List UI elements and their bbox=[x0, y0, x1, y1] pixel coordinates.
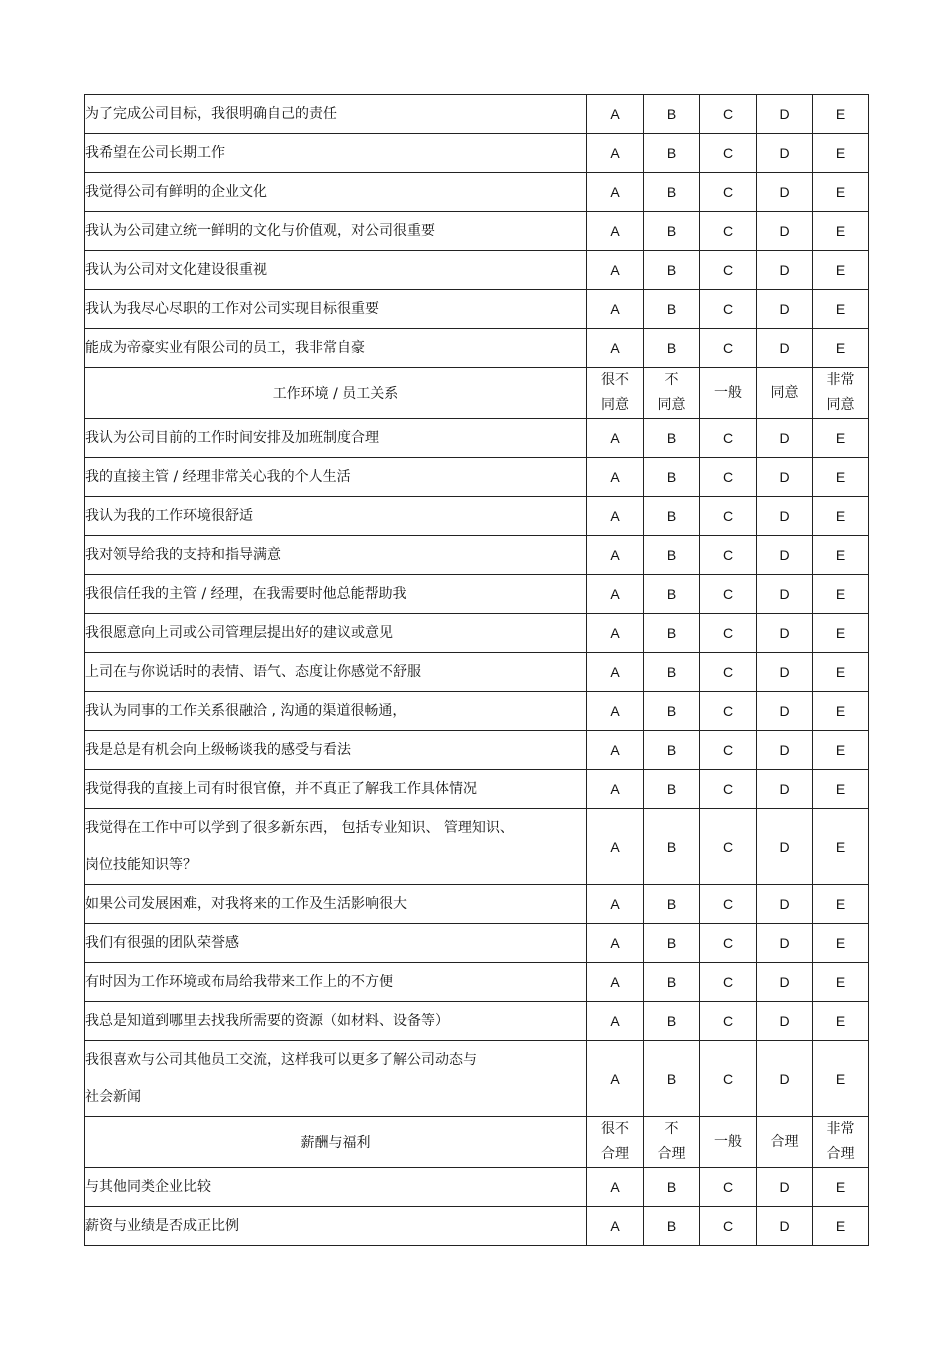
scale-header-line: 很不 bbox=[601, 1121, 629, 1137]
answer-option-c[interactable]: C bbox=[700, 575, 757, 614]
answer-option-b[interactable]: B bbox=[644, 575, 700, 614]
answer-option-a[interactable]: A bbox=[587, 731, 644, 770]
scale-header bbox=[813, 1117, 869, 1168]
question-row bbox=[85, 1207, 869, 1246]
answer-option-a[interactable]: A bbox=[587, 1002, 644, 1041]
answer-option-c[interactable]: C bbox=[700, 290, 757, 329]
question-text: 我认为我的工作环境很舒适 bbox=[85, 497, 587, 536]
answer-option-c[interactable]: C bbox=[700, 134, 757, 173]
question-row bbox=[85, 458, 869, 497]
answer-option-c[interactable]: C bbox=[700, 1168, 757, 1207]
answer-option-c[interactable]: C bbox=[700, 458, 757, 497]
question-row bbox=[85, 770, 869, 809]
answer-option-c[interactable]: C bbox=[700, 809, 757, 885]
question-row bbox=[85, 212, 869, 251]
answer-option-d[interactable]: D bbox=[757, 614, 813, 653]
question-row bbox=[85, 809, 869, 885]
question-row bbox=[85, 1041, 869, 1117]
answer-option-a[interactable]: A bbox=[587, 614, 644, 653]
answer-option-a[interactable]: A bbox=[587, 692, 644, 731]
answer-option-b[interactable]: B bbox=[644, 212, 700, 251]
answer-option-a[interactable]: A bbox=[587, 497, 644, 536]
answer-option-d[interactable]: D bbox=[757, 95, 813, 134]
answer-option-a[interactable]: A bbox=[587, 963, 644, 1002]
scale-header bbox=[700, 1117, 757, 1168]
answer-option-c[interactable]: C bbox=[700, 536, 757, 575]
answer-option-d[interactable]: D bbox=[757, 419, 813, 458]
section-header-row bbox=[85, 368, 869, 419]
answer-option-c[interactable]: C bbox=[700, 924, 757, 963]
answer-option-d[interactable]: D bbox=[757, 1207, 813, 1246]
question-text: 我希望在公司长期工作 bbox=[85, 134, 587, 173]
scale-header-line: 很不 bbox=[601, 372, 629, 388]
scale-header bbox=[644, 1117, 700, 1168]
question-text bbox=[85, 809, 587, 885]
answer-option-d[interactable]: D bbox=[757, 134, 813, 173]
section-header-row bbox=[85, 1117, 869, 1168]
answer-option-d[interactable]: D bbox=[757, 653, 813, 692]
answer-option-c[interactable]: C bbox=[700, 329, 757, 368]
question-row bbox=[85, 731, 869, 770]
answer-option-a[interactable]: A bbox=[587, 419, 644, 458]
scale-header-line: 合理 bbox=[657, 1146, 686, 1162]
answer-option-b[interactable]: B bbox=[644, 134, 700, 173]
answer-option-e[interactable]: E bbox=[813, 924, 869, 963]
answer-option-c[interactable]: C bbox=[700, 885, 757, 924]
question-text bbox=[85, 1041, 587, 1117]
question-text: 我很信任我的主管 / 经理，在我需要时他总能帮助我 bbox=[85, 575, 587, 614]
section-title: 工作环境 / 员工关系 bbox=[85, 368, 587, 419]
question-text: 与其他同类企业比较 bbox=[85, 1168, 587, 1207]
answer-option-a[interactable]: A bbox=[587, 173, 644, 212]
question-text-line: 我觉得在工作中可以学到了很多新东西， 包括专业知识、 管理知识、 bbox=[85, 819, 514, 836]
question-row bbox=[85, 885, 869, 924]
answer-option-b[interactable]: B bbox=[644, 614, 700, 653]
question-text: 我认为公司对文化建设很重视 bbox=[85, 251, 587, 290]
question-text-line: 社会新闻 bbox=[85, 1088, 141, 1105]
answer-option-b[interactable]: B bbox=[644, 924, 700, 963]
answer-option-b[interactable]: B bbox=[644, 963, 700, 1002]
answer-option-b[interactable]: B bbox=[644, 497, 700, 536]
answer-option-a[interactable]: A bbox=[587, 95, 644, 134]
answer-option-b[interactable]: B bbox=[644, 653, 700, 692]
question-text: 我认为同事的工作关系很融洽 , 沟通的渠道很畅通， bbox=[85, 692, 587, 731]
answer-option-a[interactable]: A bbox=[587, 575, 644, 614]
answer-option-b[interactable]: B bbox=[644, 536, 700, 575]
scale-header-line: 不 bbox=[664, 1121, 679, 1137]
answer-option-a[interactable]: A bbox=[587, 536, 644, 575]
answer-option-e[interactable]: E bbox=[813, 1041, 869, 1117]
answer-option-d[interactable]: D bbox=[757, 251, 813, 290]
answer-option-d[interactable]: D bbox=[757, 575, 813, 614]
answer-option-d[interactable]: D bbox=[757, 809, 813, 885]
answer-option-a[interactable]: A bbox=[587, 1207, 644, 1246]
answer-option-e[interactable]: E bbox=[813, 809, 869, 885]
answer-option-e[interactable]: E bbox=[813, 653, 869, 692]
answer-option-e[interactable]: E bbox=[813, 251, 869, 290]
scale-header-line: 同意 bbox=[826, 397, 855, 413]
answer-option-c[interactable]: C bbox=[700, 692, 757, 731]
scale-header-line: 非常 bbox=[826, 1121, 855, 1137]
question-text: 能成为帝豪实业有限公司的员工，我非常自豪 bbox=[85, 329, 587, 368]
question-text: 为了完成公司目标，我很明确自己的责任 bbox=[85, 95, 587, 134]
answer-option-e[interactable]: E bbox=[813, 290, 869, 329]
answer-option-a[interactable]: A bbox=[587, 809, 644, 885]
scale-header bbox=[757, 368, 813, 419]
question-row bbox=[85, 1002, 869, 1041]
answer-option-c[interactable]: C bbox=[700, 95, 757, 134]
answer-option-d[interactable]: D bbox=[757, 173, 813, 212]
answer-option-a[interactable]: A bbox=[587, 212, 644, 251]
question-row bbox=[85, 134, 869, 173]
answer-option-a[interactable]: A bbox=[587, 770, 644, 809]
answer-option-a[interactable]: A bbox=[587, 134, 644, 173]
answer-option-b[interactable]: B bbox=[644, 731, 700, 770]
answer-option-e[interactable]: E bbox=[813, 173, 869, 212]
scale-header bbox=[813, 368, 869, 419]
answer-option-b[interactable]: B bbox=[644, 1168, 700, 1207]
answer-option-b[interactable]: B bbox=[644, 1041, 700, 1117]
question-row bbox=[85, 497, 869, 536]
answer-option-d[interactable]: D bbox=[757, 1168, 813, 1207]
answer-option-b[interactable]: B bbox=[644, 1002, 700, 1041]
answer-option-e[interactable]: E bbox=[813, 1168, 869, 1207]
scale-header bbox=[757, 1117, 813, 1168]
scale-header-line: 合理 bbox=[826, 1146, 855, 1162]
answer-option-b[interactable]: B bbox=[644, 809, 700, 885]
answer-option-e[interactable]: E bbox=[813, 692, 869, 731]
scale-header-line: 同意 bbox=[657, 397, 686, 413]
answer-option-e[interactable]: E bbox=[813, 458, 869, 497]
answer-option-d[interactable]: D bbox=[757, 329, 813, 368]
question-text: 我认为我尽心尽职的工作对公司实现目标很重要 bbox=[85, 290, 587, 329]
scale-header bbox=[644, 368, 700, 419]
question-text: 我认为公司目前的工作时间安排及加班制度合理 bbox=[85, 419, 587, 458]
answer-option-e[interactable]: E bbox=[813, 963, 869, 1002]
answer-option-c[interactable]: C bbox=[700, 1041, 757, 1117]
question-row bbox=[85, 251, 869, 290]
answer-option-b[interactable]: B bbox=[644, 770, 700, 809]
section-title: 薪酬与福利 bbox=[85, 1117, 587, 1168]
answer-option-d[interactable]: D bbox=[757, 290, 813, 329]
answer-option-d[interactable]: D bbox=[757, 1041, 813, 1117]
question-row bbox=[85, 963, 869, 1002]
answer-option-d[interactable]: D bbox=[757, 731, 813, 770]
question-text: 我是总是有机会向上级畅谈我的感受与看法 bbox=[85, 731, 587, 770]
question-text: 有时因为工作环境或布局给我带来工作上的不方便 bbox=[85, 963, 587, 1002]
answer-option-d[interactable]: D bbox=[757, 924, 813, 963]
question-row bbox=[85, 419, 869, 458]
scale-header bbox=[587, 1117, 644, 1168]
answer-option-a[interactable]: A bbox=[587, 290, 644, 329]
question-text: 我对领导给我的支持和指导满意 bbox=[85, 536, 587, 575]
answer-option-b[interactable]: B bbox=[644, 1207, 700, 1246]
answer-option-c[interactable]: C bbox=[700, 963, 757, 1002]
answer-option-e[interactable]: E bbox=[813, 1207, 869, 1246]
answer-option-b[interactable]: B bbox=[644, 692, 700, 731]
scale-header-line: 同意 bbox=[601, 397, 629, 413]
question-row bbox=[85, 924, 869, 963]
survey-body bbox=[85, 95, 869, 1246]
scale-header-line: 不 bbox=[664, 372, 679, 388]
answer-option-e[interactable]: E bbox=[813, 134, 869, 173]
question-text: 我总是知道到哪里去找我所需要的资源（如材料、设备等） bbox=[85, 1002, 587, 1041]
question-row bbox=[85, 653, 869, 692]
answer-option-e[interactable]: E bbox=[813, 329, 869, 368]
scale-header-line: 同意 bbox=[770, 384, 799, 401]
question-text: 上司在与你说话时的表情、语气、态度让你感觉不舒服 bbox=[85, 653, 587, 692]
survey-table bbox=[84, 94, 869, 1246]
scale-header bbox=[700, 368, 757, 419]
answer-option-a[interactable]: A bbox=[587, 653, 644, 692]
question-text-line: 岗位技能知识等？ bbox=[85, 856, 197, 873]
answer-option-a[interactable]: A bbox=[587, 924, 644, 963]
answer-option-c[interactable]: C bbox=[700, 212, 757, 251]
question-text: 我很愿意向上司或公司管理层提出好的建议或意见 bbox=[85, 614, 587, 653]
answer-option-d[interactable]: D bbox=[757, 212, 813, 251]
answer-option-c[interactable]: C bbox=[700, 731, 757, 770]
answer-option-c[interactable]: C bbox=[700, 653, 757, 692]
question-row bbox=[85, 575, 869, 614]
question-text: 如果公司发展困难，对我将来的工作及生活影响很大 bbox=[85, 885, 587, 924]
answer-option-b[interactable]: B bbox=[644, 173, 700, 212]
question-text: 我们有很强的团队荣誉感 bbox=[85, 924, 587, 963]
answer-option-e[interactable]: E bbox=[813, 1002, 869, 1041]
question-text: 我认为公司建立统一鲜明的文化与价值观，对公司很重要 bbox=[85, 212, 587, 251]
answer-option-c[interactable]: C bbox=[700, 1207, 757, 1246]
scale-header-line: 合理 bbox=[601, 1146, 629, 1162]
question-text-line: 我很喜欢与公司其他员工交流，这样我可以更多了解公司动态与 bbox=[85, 1051, 477, 1068]
answer-option-a[interactable]: A bbox=[587, 1168, 644, 1207]
question-row bbox=[85, 290, 869, 329]
question-row bbox=[85, 614, 869, 653]
answer-option-c[interactable]: C bbox=[700, 251, 757, 290]
answer-option-a[interactable]: A bbox=[587, 1041, 644, 1117]
answer-option-e[interactable]: E bbox=[813, 575, 869, 614]
answer-option-c[interactable]: C bbox=[700, 614, 757, 653]
answer-option-d[interactable]: D bbox=[757, 770, 813, 809]
answer-option-c[interactable]: C bbox=[700, 419, 757, 458]
answer-option-d[interactable]: D bbox=[757, 536, 813, 575]
answer-option-b[interactable]: B bbox=[644, 290, 700, 329]
answer-option-e[interactable]: E bbox=[813, 731, 869, 770]
question-row bbox=[85, 95, 869, 134]
answer-option-b[interactable]: B bbox=[644, 885, 700, 924]
answer-option-c[interactable]: C bbox=[700, 173, 757, 212]
answer-option-e[interactable]: E bbox=[813, 212, 869, 251]
answer-option-d[interactable]: D bbox=[757, 1002, 813, 1041]
scale-header bbox=[587, 368, 644, 419]
answer-option-e[interactable]: E bbox=[813, 614, 869, 653]
question-text: 薪资与业绩是否成正比例 bbox=[85, 1207, 587, 1246]
answer-option-e[interactable]: E bbox=[813, 497, 869, 536]
answer-option-d[interactable]: D bbox=[757, 497, 813, 536]
answer-option-b[interactable]: B bbox=[644, 95, 700, 134]
question-text: 我觉得我的直接上司有时很官僚，并不真正了解我工作具体情况 bbox=[85, 770, 587, 809]
question-text: 我觉得公司有鲜明的企业文化 bbox=[85, 173, 587, 212]
answer-option-a[interactable]: A bbox=[587, 458, 644, 497]
answer-option-e[interactable]: E bbox=[813, 770, 869, 809]
scale-header-line: 一般 bbox=[714, 1133, 742, 1150]
answer-option-b[interactable]: B bbox=[644, 329, 700, 368]
answer-option-a[interactable]: A bbox=[587, 885, 644, 924]
answer-option-d[interactable]: D bbox=[757, 963, 813, 1002]
answer-option-b[interactable]: B bbox=[644, 251, 700, 290]
answer-option-a[interactable]: A bbox=[587, 251, 644, 290]
answer-option-e[interactable]: E bbox=[813, 95, 869, 134]
scale-header-line: 非常 bbox=[826, 372, 855, 388]
answer-option-c[interactable]: C bbox=[700, 770, 757, 809]
question-text: 我的直接主管 / 经理非常关心我的个人生活 bbox=[85, 458, 587, 497]
answer-option-b[interactable]: B bbox=[644, 419, 700, 458]
scale-header-line: 一般 bbox=[714, 384, 742, 401]
answer-option-e[interactable]: E bbox=[813, 419, 869, 458]
answer-option-b[interactable]: B bbox=[644, 458, 700, 497]
question-row bbox=[85, 173, 869, 212]
answer-option-e[interactable]: E bbox=[813, 536, 869, 575]
answer-option-c[interactable]: C bbox=[700, 1002, 757, 1041]
answer-option-a[interactable]: A bbox=[587, 329, 644, 368]
question-row bbox=[85, 692, 869, 731]
question-row bbox=[85, 1168, 869, 1207]
question-row bbox=[85, 536, 869, 575]
answer-option-d[interactable]: D bbox=[757, 885, 813, 924]
answer-option-d[interactable]: D bbox=[757, 458, 813, 497]
question-row bbox=[85, 329, 869, 368]
answer-option-c[interactable]: C bbox=[700, 497, 757, 536]
scale-header-line: 合理 bbox=[770, 1133, 799, 1150]
answer-option-d[interactable]: D bbox=[757, 692, 813, 731]
answer-option-e[interactable]: E bbox=[813, 885, 869, 924]
